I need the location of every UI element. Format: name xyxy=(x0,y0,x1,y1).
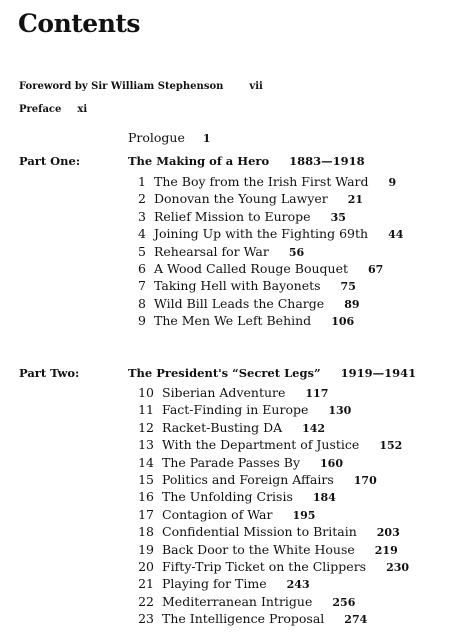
front-matter-page: xi xyxy=(77,104,88,115)
prologue-title: Prologue xyxy=(128,130,185,145)
chapter-number: 9 xyxy=(138,313,146,329)
chapter-title: Playing for Time xyxy=(162,576,267,592)
chapter-page: 67 xyxy=(368,262,384,276)
chapter-page: 230 xyxy=(386,560,410,574)
chapter-page: 243 xyxy=(286,578,310,592)
chapter-title: Contagion of War xyxy=(162,506,273,522)
chapter-number: 8 xyxy=(138,295,146,311)
chapter-title: Mediterranean Intrigue xyxy=(162,593,313,609)
page-title: Contents xyxy=(18,9,141,38)
chapter-number: 16 xyxy=(138,489,154,505)
chapter-entry xyxy=(128,506,409,523)
chapter-entry xyxy=(128,384,409,401)
chapter-page: 130 xyxy=(328,404,352,418)
part-one-years: 1883—1918 xyxy=(289,154,365,168)
chapter-page: 9 xyxy=(388,176,397,189)
chapter-title: Fact-Finding in Europe xyxy=(162,402,309,418)
chapter-number: 22 xyxy=(138,593,154,609)
chapter-entry xyxy=(128,541,409,558)
chapter-title: Politics and Foreign Affairs xyxy=(162,471,334,487)
chapter-entry xyxy=(128,436,409,453)
prologue-page: 1 xyxy=(202,132,211,145)
chapter-number: 5 xyxy=(138,243,146,259)
chapter-page: 274 xyxy=(344,613,368,627)
chapter-number: 4 xyxy=(138,226,146,242)
chapter-entry xyxy=(128,208,403,225)
chapter-number: 1 xyxy=(138,174,146,189)
chapter-number: 11 xyxy=(138,402,154,418)
chapter-number: 21 xyxy=(138,576,154,592)
front-matter-foreword xyxy=(19,80,263,94)
part-two-title: The President's “Secret Legs” xyxy=(128,366,321,380)
chapter-entry xyxy=(128,610,409,627)
chapter-number: 23 xyxy=(138,611,154,627)
chapter-entry xyxy=(128,454,409,471)
chapter-page: 256 xyxy=(332,595,356,609)
chapter-title: Siberian Adventure xyxy=(162,385,286,400)
chapter-number: 17 xyxy=(138,506,154,522)
chapter-title: The Unfolding Crisis xyxy=(162,489,293,505)
chapter-page: 35 xyxy=(330,210,346,224)
chapter-title: Joining Up with the Fighting 69th xyxy=(154,226,369,242)
chapter-title: Fifty-Trip Ticket on the Clippers xyxy=(162,558,367,574)
chapter-entry xyxy=(128,488,409,505)
chapter-number: 13 xyxy=(138,437,154,453)
chapter-entry xyxy=(128,471,409,488)
front-matter-preface xyxy=(19,103,87,117)
front-matter-title: Preface xyxy=(19,104,62,115)
chapter-page: 89 xyxy=(344,297,360,311)
chapter-title: The Men We Left Behind xyxy=(154,313,312,329)
chapter-entry xyxy=(128,401,409,418)
chapter-entry xyxy=(128,295,403,312)
chapter-number: 12 xyxy=(138,419,154,435)
chapter-title: The Intelligence Proposal xyxy=(162,611,325,627)
chapter-page: 21 xyxy=(347,193,364,207)
chapter-number: 2 xyxy=(138,191,146,207)
chapter-entry xyxy=(128,260,403,277)
chapter-title: The Boy from the Irish First Ward xyxy=(154,174,369,189)
chapter-entry xyxy=(128,190,403,207)
chapter-number: 20 xyxy=(138,558,154,574)
chapter-entry xyxy=(128,523,409,540)
chapter-entry xyxy=(128,243,403,260)
chapter-page: 106 xyxy=(331,315,355,329)
chapter-number: 15 xyxy=(138,471,154,487)
chapter-page: 160 xyxy=(320,456,343,470)
part-two-years: 1919—1941 xyxy=(340,366,417,380)
chapter-entry xyxy=(128,277,403,294)
chapter-number: 18 xyxy=(138,524,154,540)
chapter-title: Donovan the Young Lawyer xyxy=(154,191,328,207)
chapter-entry xyxy=(128,225,403,242)
chapter-title: Confidential Mission to Britain xyxy=(162,524,357,540)
chapter-page: 44 xyxy=(388,228,404,242)
part-one-chapter-list xyxy=(128,173,403,330)
front-matter-page: vii xyxy=(249,81,263,92)
chapter-entry xyxy=(128,173,403,190)
chapter-number: 14 xyxy=(138,454,154,470)
chapter-page: 170 xyxy=(353,473,377,487)
chapter-page: 142 xyxy=(302,421,326,435)
chapter-title: Back Door to the White House xyxy=(162,541,355,557)
chapter-page: 152 xyxy=(379,439,403,453)
prologue-entry xyxy=(128,130,211,147)
chapter-page: 56 xyxy=(288,245,305,259)
part-one-label: Part One: xyxy=(19,154,81,168)
chapter-title: Rehearsal for War xyxy=(154,243,269,259)
chapter-page: 75 xyxy=(340,280,356,294)
chapter-number: 19 xyxy=(138,541,154,557)
part-one-heading xyxy=(128,153,365,169)
chapter-number: 3 xyxy=(138,208,146,224)
chapter-number: 10 xyxy=(138,385,154,400)
chapter-title: With the Department of Justice xyxy=(162,437,360,453)
chapter-title: Wild Bill Leads the Charge xyxy=(154,295,325,311)
chapter-entry xyxy=(128,312,403,329)
chapter-page: 184 xyxy=(312,491,336,505)
part-two-heading xyxy=(128,365,416,381)
chapter-number: 6 xyxy=(138,260,146,276)
chapter-title: A Wood Called Rouge Bouquet xyxy=(154,260,349,276)
chapter-number: 7 xyxy=(138,278,146,294)
chapter-entry xyxy=(128,593,409,610)
part-one-title: The Making of a Hero xyxy=(128,154,270,168)
chapter-page: 203 xyxy=(376,526,400,540)
chapter-page: 117 xyxy=(305,387,329,400)
chapter-page: 195 xyxy=(292,508,316,522)
chapter-page: 219 xyxy=(374,543,398,557)
chapter-entry xyxy=(128,558,409,575)
chapter-title: Racket-Busting DA xyxy=(162,419,283,435)
chapter-entry xyxy=(128,419,409,436)
chapter-title: Relief Mission to Europe xyxy=(154,208,311,224)
chapter-entry xyxy=(128,575,409,592)
part-two-chapter-list xyxy=(128,384,409,627)
chapter-title: The Parade Passes By xyxy=(162,454,301,470)
chapter-title: Taking Hell with Bayonets xyxy=(154,278,321,294)
front-matter-title: Foreword by Sir William Stephenson xyxy=(19,81,224,92)
part-two-label: Part Two: xyxy=(19,366,80,380)
